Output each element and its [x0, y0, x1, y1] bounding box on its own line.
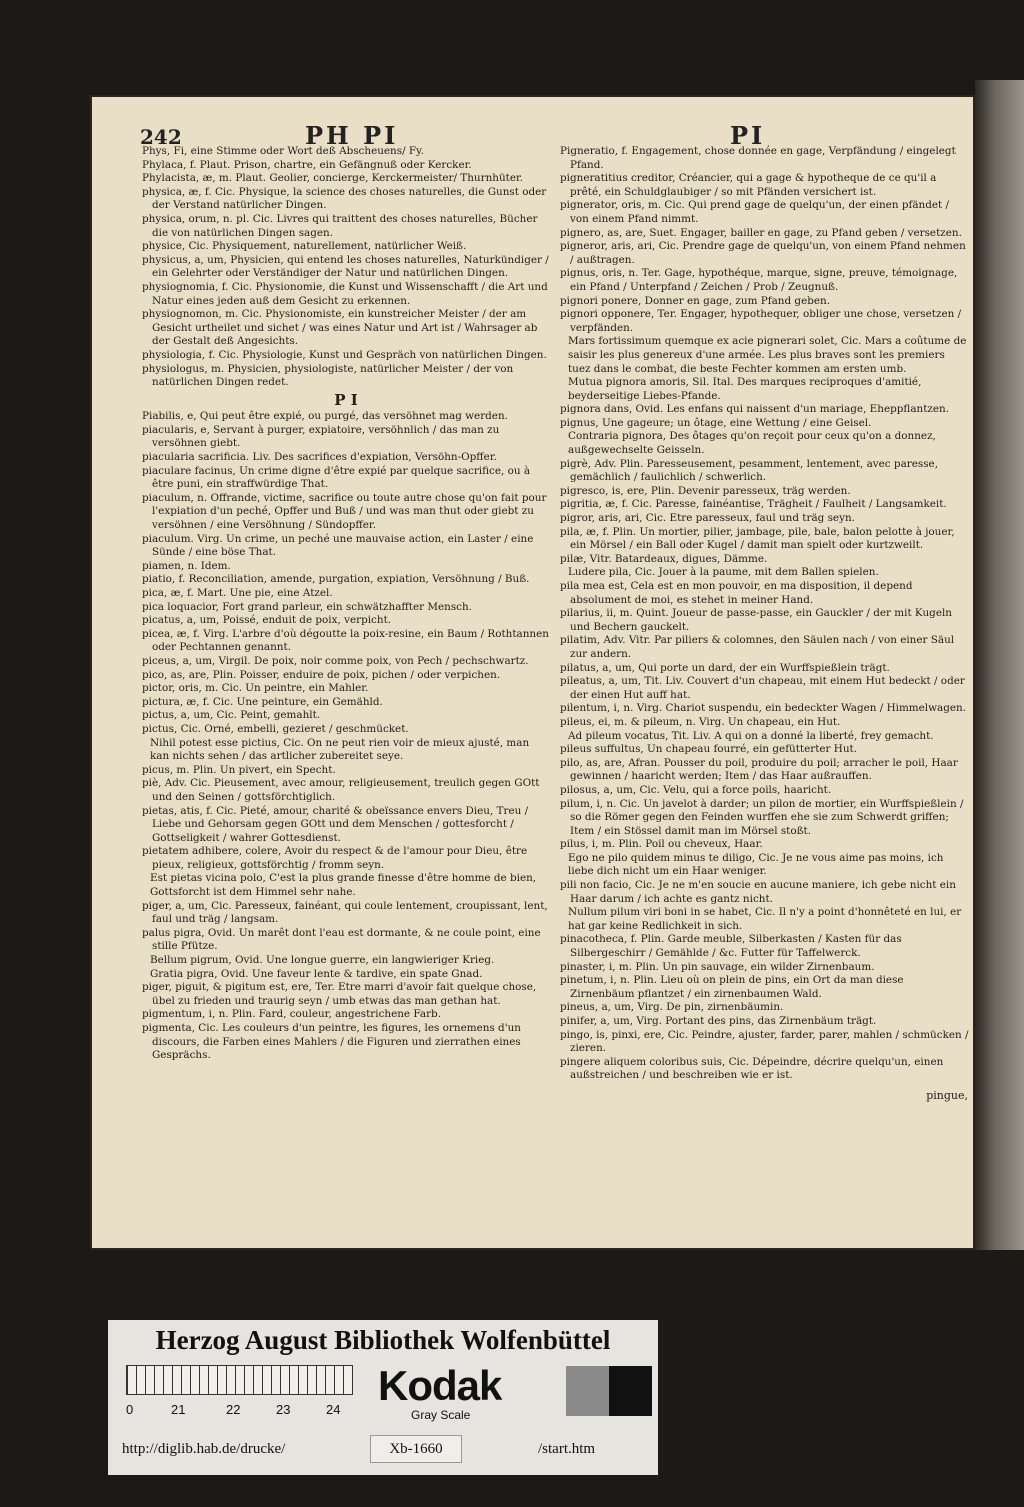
dictionary-entry: piceus, a, um, Virgil. De poix, noir comme poix, von Pech / pechschwartz. — [142, 654, 529, 667]
section-title-pi: P I — [334, 390, 358, 409]
dictionary-entry: pictor, oris, m. Cic. Un peintre, ein Mahler. — [142, 682, 369, 695]
dictionary-entry: Est pietas vicina polo, C'est la plus grande finesse d'être homme de bien, Gottsforcht ist dem Himmel sehr nahe. — [150, 872, 537, 899]
dictionary-entry: Nullum pilum viri boni in se habet, Cic. Il n'y a point d'honnêteté en lui, er hat gar keine Redlichkeit in sich. — [568, 906, 962, 932]
dictionary-entry: piaculare facinus, Un crime digne d'être expié par quelque sacrifice, ou à être puni, ein straffwürdige That. — [142, 464, 531, 491]
dictionary-entry: pilum, i, n. Cic. Un javelot à darder; un pilon de mortier, ein Wurffspießlein / so die Römer gegen den Feinden wurffen ehe sie zum Schwerdt griffen; Item / ein Stössel damit man im Mörsel stoßt. — [560, 797, 964, 837]
dictionary-entry: pigror, aris, ari, Cic. Etre paresseux, faul und träg seyn. — [560, 512, 855, 525]
dictionary-entry: picatus, a, um, Poissé, enduit de poix, verpicht. — [142, 614, 392, 627]
dictionary-entry: piacularia sacrificia. Liv. Des sacrifices d'expiation, Versöhn-Opffer. — [142, 451, 497, 464]
gray-patch-black — [609, 1366, 652, 1416]
dictionary-entry: physica, orum, n. pl. Cic. Livres qui traittent des choses naturelles, Bücher die von natürlichen Dingen sagen. — [142, 212, 538, 239]
dictionary-entry: pignus, oris, n. Ter. Gage, hypothéque, marque, signe, preuve, témoignage, ein Pfand / Unterpfand / Zeichen / Prob / Zeugnuß. — [560, 267, 958, 293]
dictionary-entry: Contraria pignora, Des ôtages qu'on reçoit pour ceux qu'on a donnez, außgewechselte Geisseln. — [568, 430, 936, 457]
library-title: Herzog August Bibliothek Wolfenbüttel — [155, 1325, 611, 1355]
dictionary-entry: pingo, is, pinxi, ere, Cic. Peindre, ajuster, farder, parer, mahlen / schmücken / zieren. — [560, 1028, 969, 1055]
dictionary-entry: piè, Adv. Cic. Pieusement, avec amour, religieusement, treulich gegen GOtt und den Seinen / gottsförchtiglich. — [142, 777, 540, 803]
dictionary-entry: pigritia, æ, f. Cic. Paresse, fainéantise, Trägheit / Faulheit / Langsamkeit. — [560, 498, 947, 511]
header-left: PH PI — [305, 121, 399, 150]
dictionary-entry: pileus suffultus, Un chapeau fourré, ein gefütterter Hut. — [560, 743, 858, 756]
dictionary-entry: piamen, n. Idem. — [142, 559, 231, 572]
dictionary-entry: piger, piguit, & pigitum est, ere, Ter. Etre marri d'avoir fait quelque chose, übel zu frieden und traurig seyn / umb etwas das man gethan hat. — [142, 981, 537, 1007]
page-header — [90, 113, 975, 150]
page-number: 242 — [140, 125, 182, 149]
dictionary-entry: pignerator, oris, m. Cic. Qui prend gage de quelqu'un, der einen pfändet / von einem Pfand nimmt. — [560, 199, 949, 225]
dictionary-entry: physica, æ, f. Cic. Physique, la science des choses naturelles, die Gunst oder der Verstand natürlicher Dingen. — [142, 185, 547, 212]
dictionary-entry: pingere aliquem coloribus suis, Cic. Dépeindre, décrire quelqu'un, einen außstreichen / und beschreiben wie er ist. — [560, 1055, 944, 1082]
dictionary-entry: pilæ, Vitr. Batardeaux, digues, Dämme. — [560, 552, 768, 565]
dictionary-entry: pictus, a, um, Cic. Peint, gemahlt. — [142, 709, 321, 722]
dictionary-entry: pinifer, a, um, Virg. Portant des pins, das Zirnenbäum trägt. — [560, 1015, 877, 1027]
book-gutter — [975, 80, 1024, 1250]
dictionary-entry: Ego ne pilo quidem minus te diligo, Cic. Je ne vous aime pas moins, ich liebe dich nicht um ein Haar weniger. — [568, 851, 944, 878]
dictionary-entry: pictura, æ, f. Cic. Une peinture, ein Gemähld. — [142, 695, 383, 708]
dictionary-entry: physiologus, m. Physicien, physiologiste, natürlicher Meister / der von natürlichen Dingen redet. — [142, 362, 514, 389]
target-footer — [108, 1435, 658, 1465]
dictionary-entry: pilus, i, m. Plin. Poil ou cheveux, Haar. — [560, 838, 763, 851]
dictionary-entry: pinetum, i, n. Plin. Lieu où on plein de pins, ein Ort da man diese Zirnenbäum pflantzet / ein zirnenbaumen Wald. — [560, 974, 904, 1000]
dictionary-entry: physiognomon, m. Cic. Physionomiste, ein kunstreicher Meister / der am Gesicht urtheilet und sichet / was eines Natur und Art ist / Wahrsager ab der Gestalt deß Angesichts. — [142, 308, 538, 348]
dictionary-entry: pico, as, are, Plin. Poisser, enduire de poix, pichen / oder verpichen. — [142, 668, 501, 681]
dictionary-entry: physiologia, f. Cic. Physiologie, Kunst und Gespräch von natürlichen Dingen. — [142, 348, 547, 361]
dictionary-entry: physice, Cic. Physiquement, naturellement, natürlicher Weiß. — [142, 240, 467, 253]
dictionary-entry: pietatem adhibere, colere, Avoir du respect & de l'amour pour Dieu, être pieux, religieux, gottsförchtig / fromm seyn. — [142, 845, 528, 871]
dictionary-entry: piaculum, n. Offrande, victime, sacrifice ou toute autre chose qu'on fait pour l'expiation d'un peché, Opffer und Buß / und was man thut oder giebt zu versöhnen / eine Versöhnung / Sündopffer. — [142, 491, 547, 532]
ruler-tick: 22 — [226, 1402, 241, 1417]
dictionary-entry: pigneror, aris, ari, Cic. Prendre gage de quelqu'un, von einem Pfand nehmen / außtragen. — [560, 240, 966, 266]
dictionary-entry: pinaster, i, m. Plin. Un pin sauvage, ein wilder Zirnenbaum. — [560, 960, 875, 973]
dictionary-entry: pica, æ, f. Mart. Une pie, eine Atzel. — [142, 587, 333, 599]
dictionary-entry: pilentum, i, n. Virg. Chariot suspendu, ein bedeckter Wagen / Himmelwagen. — [560, 702, 967, 715]
kodak-logo: Kodak — [378, 1362, 502, 1409]
header-right: PI — [730, 121, 766, 150]
dictionary-entry: physicus, a, um, Physicien, qui entend les choses naturelles, Naturkündiger / ein Gelehrter oder Verständiger der Natur und natürlichen Dingen. — [142, 253, 549, 280]
ruler-tick: 23 — [276, 1402, 291, 1417]
dictionary-entry: picea, æ, f. Virg. L'arbre d'où dégoutte la poix-resine, ein Baum / Rothtannen oder Pechtannen genannt. — [142, 627, 549, 654]
dictionary-entry: pignora dans, Ovid. Les enfans qui naissent d'un mariage, Eheppflantzen. — [560, 403, 950, 416]
dictionary-entry: pignori ponere, Donner en gage, zum Pfand geben. — [560, 294, 831, 307]
dictionary-entry: pigresco, is, ere, Plin. Devenir paresseux, träg werden. — [560, 484, 851, 497]
dictionary-entry: Mutua pignora amoris, Sil. Ital. Des marques reciproques d'amitié, beyderseitige Liebes-Pfande. — [568, 376, 922, 402]
ruler-tick: 24 — [326, 1402, 341, 1417]
right-entries — [560, 145, 970, 1083]
dictionary-entry: pileus, ei, m. & pileum, n. Virg. Un chapeau, ein Hut. — [560, 715, 841, 728]
ruler-tick: 21 — [171, 1402, 186, 1417]
dictionary-entry: pilosus, a, um, Cic. Velu, qui a force poils, haaricht. — [560, 783, 832, 796]
dictionary-entry: pigmentum, i, n. Plin. Fard, couleur, angestrichene Farb. — [142, 1008, 442, 1021]
dictionary-entry: pigmenta, Cic. Les couleurs d'un peintre, les figures, les ornemens d'un discours, die Farben eines Mahlers / die Figuren und zierrathen eines Gesprächs. — [142, 1022, 521, 1062]
dictionary-entry: pili non facio, Cic. Je ne m'en soucie en aucune maniere, ich gebe nicht ein Haar darum / ich achte es gantz nicht. — [560, 879, 956, 905]
dictionary-entry: Nihil potest esse pictius, Cic. On ne peut rien voir de mieux ajusté, man kan nichts sehen / das artlicher zubereitet seye. — [150, 736, 530, 763]
dictionary-entry: Pigneratio, f. Engagement, chose donnée en gage, Verpfändung / eingelegt Pfand. — [560, 145, 956, 171]
dictionary-entry: Piabilis, e, Qui peut être expié, ou purgé, das versöhnet mag werden. — [142, 410, 508, 423]
dictionary-entry: pilatus, a, um, Qui porte un dard, der ein Wurffspießlein trägt. — [560, 661, 890, 674]
dictionary-entry: pila, æ, f. Plin. Un mortier, pilier, jambage, pile, bale, balon pelotte à jouer, ein Mörsel / ein Ball oder Kugel / damit man spielt oder kurtzweilt. — [560, 525, 955, 552]
dictionary-entry: picus, m. Plin. Un pivert, ein Specht. — [142, 763, 336, 776]
gray-patch-mid — [566, 1366, 609, 1416]
dictionary-entry: pietas, atis, f. Cic. Pieté, amour, charité & obeïssance envers Dieu, Treu / Liebe und Gehorsam gegen GOtt und dem Menschen / gottesforcht / Gottseligkeit / wahrer Gottesdienst. — [142, 804, 529, 844]
dictionary-entry: pignus, Une gageure; un ôtage, eine Wettung / eine Geisel. — [560, 416, 872, 429]
dictionary-entry: physiognomia, f. Cic. Physionomie, die Kunst und Wissenschafft / die Art und Natur eines jeden auß dem Gesicht zu erkennen. — [142, 280, 548, 307]
dictionary-entry: pineus, a, um, Virg. De pin, zirnenbäumin. — [560, 1001, 784, 1014]
dictionary-entry: Bellum pigrum, Ovid. Une longue guerre, ein langwieriger Krieg. — [150, 954, 495, 967]
left-column — [142, 145, 550, 1063]
dictionary-entry: piacularis, e, Servant à purger, expiatoire, versöhnlich / das man zu versöhnen giebt. — [142, 423, 500, 450]
right-column — [560, 145, 970, 1103]
left-entries-pi — [142, 410, 550, 1063]
dictionary-entry: pila mea est, Cela est en mon pouvoir, en ma disposition, il depend absolument de moi, es stehet in meiner Hand. — [560, 580, 913, 606]
dictionary-entry: Ad pileum vocatus, Tit. Liv. A qui on a donné la liberté, frey gemacht. — [568, 729, 934, 742]
dictionary-entry: palus pigra, Ovid. Un marêt dont l'eau est dormante, & ne coule point, eine stille Pfütze. — [142, 926, 541, 953]
dictionary-entry: pileatus, a, um, Tit. Liv. Couvert d'un chapeau, mit einem Hut bedeckt / oder der einen Hut auff hat. — [560, 675, 965, 701]
ruler-tick: 0 — [126, 1402, 134, 1417]
dictionary-entry: Mars fortissimum quemque ex acie pignerari solet, Cic. Mars a coûtume de saisir les plus genereux d'une armée. Les plus braves sont les premiers tuez dans le combat, die beste Fechter kommen am ersten umb. — [568, 335, 967, 375]
dictionary-entry: piger, a, um, Cic. Paresseux, fainéant, qui coule lentement, croupissant, lent, faul und träg / langsam. — [142, 899, 548, 926]
scanned-page — [90, 95, 975, 1250]
dictionary-entry: Gratia pigra, Ovid. Une faveur lente & tardive, ein spate Gnad. — [150, 967, 483, 980]
dictionary-entry: pilarius, ii, m. Quint. Joueur de passe-passe, ein Gauckler / der mit Kugeln und Bechern gauckelt. — [560, 607, 952, 633]
start-path: /start.htm — [538, 1441, 596, 1457]
measurement-ruler — [126, 1365, 353, 1395]
dictionary-entry: Phylacista, æ, m. Plaut. Geolier, concierge, Kerckermeister/ Thurnhüter. — [142, 172, 524, 185]
dictionary-entry: pilo, as, are, Afran. Pousser du poil, produire du poil; arracher le poil, Haar gewinnen / haaricht werden; Item / das Haar außrauffen. — [560, 756, 958, 783]
dictionary-entry: pigrè, Adv. Plin. Paresseusement, pesamment, lentement, avec paresse, gemächlich / faulichlich / schwerlich. — [560, 457, 939, 484]
dictionary-entry: pilatim, Adv. Vitr. Par piliers & colomnes, den Säulen nach / von einer Säul zur andern. — [560, 634, 955, 660]
gray-scale-label: Gray Scale — [411, 1408, 471, 1422]
dictionary-entry: pinacotheca, f. Plin. Garde meuble, Silberkasten / Kasten für das Silbergeschirr / Gemählde / &c. Futter für Taffelwerck. — [560, 933, 902, 960]
dictionary-entry: Phys, Fi, eine Stimme oder Wort deß Abscheuens/ Fy. — [142, 145, 424, 157]
dictionary-entry: Ludere pila, Cic. Jouer à la paume, mit dem Ballen spielen. — [568, 566, 879, 579]
dictionary-entry: pigneratitius creditor, Créancier, qui a gage & hypotheque de ce qu'il a prêté, ein Schuldglaubiger / so mit Pfänden versichert ist. — [560, 172, 937, 198]
shelfmark-box: Xb-1660 — [370, 1435, 462, 1463]
dictionary-entry: pignero, as, are, Suet. Engager, bailler en gage, zu Pfand geben / versetzen. — [560, 226, 962, 239]
dictionary-entry: Phylaca, f. Plaut. Prison, chartre, ein Gefängnuß oder Kercker. — [142, 158, 472, 171]
source-url: http://diglib.hab.de/drucke/ — [122, 1441, 286, 1457]
dictionary-entry: pignori opponere, Ter. Engager, hypothequer, obliger une chose, versetzen / verpfänden. — [560, 308, 962, 334]
color-target-strip — [108, 1320, 658, 1475]
dictionary-entry: pictus, Cic. Orné, embelli, gezieret / geschmücket. — [142, 722, 409, 735]
left-entries-ph — [142, 145, 550, 390]
dictionary-entry: piaculum. Virg. Un crime, un peché une mauvaise action, ein Laster / eine Sünde / eine böse That. — [142, 532, 534, 559]
catchword: pingue, — [926, 1088, 968, 1102]
dictionary-entry: pica loquacior, Fort grand parleur, ein schwätzhaffter Mensch. — [142, 600, 472, 613]
dictionary-entry: piatio, f. Reconciliation, amende, purgation, expiation, Versöhnung / Buß. — [142, 573, 530, 586]
